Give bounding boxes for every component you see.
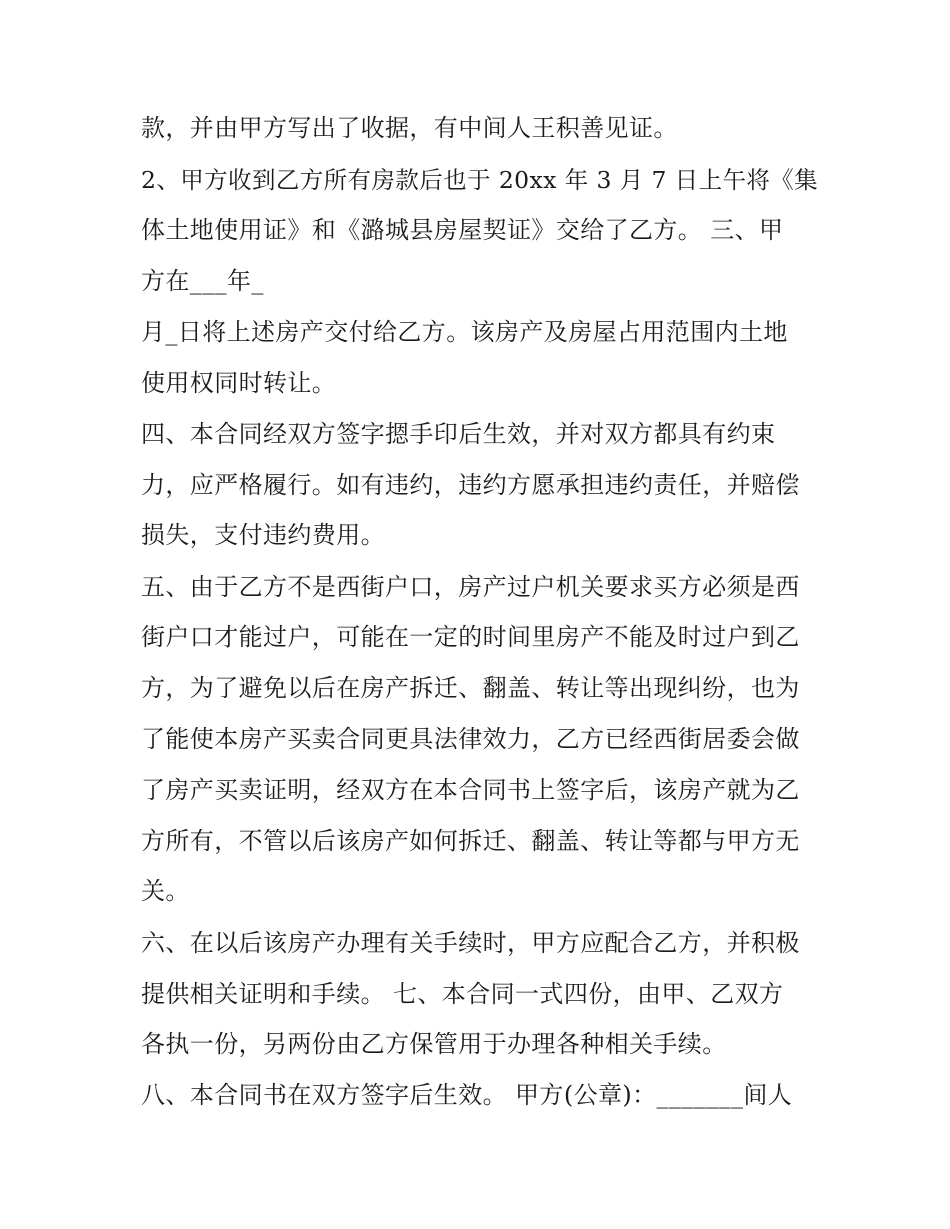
text-line: 提供相关证明和手续。 七、本合同一式四份，由甲、乙双方 xyxy=(141,980,784,1008)
text-line: 体土地使用证》和《潞城县房屋契证》交给了乙方。 三、甲 xyxy=(141,216,784,244)
text-line: 损失，支付违约费用。 xyxy=(141,521,385,549)
text-line: 了能使本房产买卖合同更具法律效力，乙方已经西街居委会做 xyxy=(141,725,800,753)
text-line: 了房产买卖证明，经双方在本合同书上签字后，该房产就为乙 xyxy=(141,776,800,804)
text-line: 四、本合同经双方签字摁手印后生效，并对双方都具有约束 xyxy=(141,420,776,448)
text-line: 2、甲方收到乙方所有房款后也于 20xx 年 3 月 7 日上午将《集 xyxy=(141,166,819,194)
text-line: 款，并由甲方写出了收据，有中间人王积善见证。 xyxy=(141,114,678,142)
text-line: 五、由于乙方不是西街户口，房产过户机关要求买方必须是西 xyxy=(141,573,800,601)
text-line: 方，为了避免以后在房产拆迁、翻盖、转让等出现纠纷，也为 xyxy=(141,674,800,702)
text-line: 街户口才能过户，可能在一定的时间里房产不能及时过户到乙 xyxy=(141,623,800,651)
text-line: 方所有，不管以后该房产如何拆迁、翻盖、转让等都与甲方无 xyxy=(141,827,800,855)
text-line: 使用权同时转让。 xyxy=(141,369,337,397)
text-line: 关。 xyxy=(141,877,190,905)
text-line: 各执一份，另两份由乙方保管用于办理各种相关手续。 xyxy=(141,1030,727,1058)
text-line: 方在___年_ xyxy=(141,267,264,295)
text-line: 八、本合同书在双方签字后生效。 甲方(公章)：_______间人 xyxy=(141,1081,793,1109)
text-line: 六、在以后该房产办理有关手续时，甲方应配合乙方，并积极 xyxy=(141,929,800,957)
text-line: 月_日将上述房产交付给乙方。该房产及房屋占用范围内土地 xyxy=(141,318,788,346)
text-line: 力，应严格履行。如有违约，违约方愿承担违约责任，并赔偿 xyxy=(141,471,800,499)
